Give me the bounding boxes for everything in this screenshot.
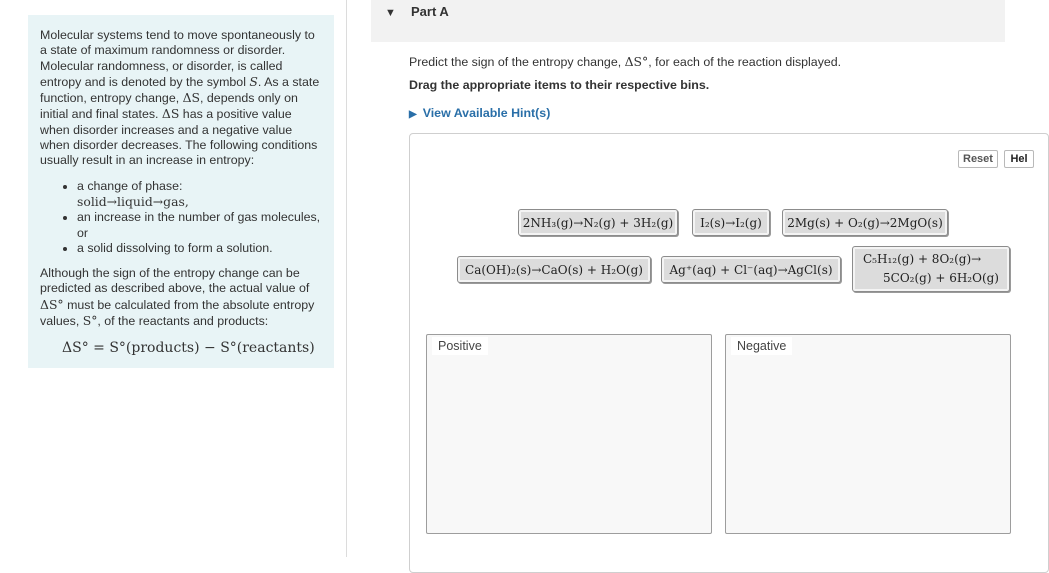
intro-text: . As a state function, entropy change,: [40, 74, 320, 106]
entropy-formula: ΔS° = S°(products) − S°(reactants): [62, 340, 315, 357]
draggable-item[interactable]: [518, 209, 678, 236]
phase-change-expression: solid→liquid→gas,: [77, 193, 189, 209]
intro-text: has a positive value when disorder increases and a negative value when disorder decreases. The following conditions usually result in an increase in entropy:: [40, 107, 318, 168]
s-standard-symbol: S°: [82, 313, 98, 329]
reaction-label: I₂(s)→I₂(g): [700, 215, 762, 230]
intro-paragraph-1: [40, 28, 322, 169]
help-button[interactable]: Hel: [1004, 150, 1034, 168]
reset-button[interactable]: Reset: [958, 150, 998, 168]
list-item: [77, 210, 322, 241]
intro-text: must be calculated from the absolute entropy values,: [40, 297, 315, 329]
bin-label: Negative: [731, 337, 792, 355]
part-title: Part A: [411, 4, 449, 19]
delta-s-symbol: ΔS: [161, 106, 180, 122]
intro-text: , of the reactants and products:: [97, 314, 269, 329]
panel-divider: [346, 0, 347, 557]
reaction-label: Ca(OH)₂(s)→CaO(s) + H₂O(g): [465, 262, 643, 277]
reaction-label: C₅H₁₂(g) + 8O₂(g)→: [863, 252, 982, 266]
reaction-label: Ag⁺(aq) + Cl⁻(aq)→AgCl(s): [669, 262, 833, 277]
entropy-symbol: S: [249, 73, 258, 89]
delta-s-symbol: ΔS: [182, 90, 201, 106]
bin-label: Positive: [432, 337, 488, 355]
collapse-triangle-icon[interactable]: ▼: [385, 7, 396, 19]
list-item: [77, 241, 322, 256]
draggable-item[interactable]: [457, 256, 651, 283]
reaction-label: 2Mg(s) + O₂(g)→2MgO(s): [787, 215, 943, 230]
part-a-header[interactable]: [371, 0, 1005, 42]
intro-paragraph-2: [40, 266, 322, 329]
negative-bin[interactable]: [725, 334, 1011, 534]
expand-triangle-icon: ▶: [409, 109, 417, 120]
drag-instruction: Drag the appropriate items to their respective bins.: [409, 78, 710, 92]
list-item-text: an increase in the number of gas molecules, or: [77, 210, 321, 240]
entropy-conditions-list: [40, 179, 322, 256]
hint-label: View Available Hint(s): [422, 106, 551, 120]
reaction-label: 2NH₃(g)→N₂(g) + 3H₂(g): [522, 215, 674, 230]
question-prompt: [409, 54, 841, 69]
delta-s-standard-symbol: ΔS°: [40, 296, 64, 312]
positive-bin[interactable]: [426, 334, 712, 534]
prompt-text: , for each of the reaction displayed.: [648, 55, 842, 69]
draggable-item[interactable]: [782, 209, 948, 236]
list-item-text: a solid dissolving to form a solution.: [77, 240, 273, 255]
draggable-item[interactable]: [692, 209, 770, 236]
prompt-text: Predict the sign of the entropy change,: [409, 55, 625, 69]
delta-s-standard-symbol: ΔS°: [624, 54, 649, 69]
list-item-text: a change of phase:: [77, 178, 183, 193]
intro-panel: [28, 15, 334, 368]
list-item: [77, 179, 322, 211]
intro-text: , depends only on initial and final states.: [40, 91, 298, 122]
draggable-item[interactable]: [852, 246, 1010, 292]
reaction-label: 5CO₂(g) + 6H₂O(g): [883, 271, 999, 285]
view-hints-link[interactable]: [409, 106, 550, 120]
draggable-item[interactable]: [661, 256, 841, 283]
intro-text: Although the sign of the entropy change can be predicted as described above, the actual value of: [40, 266, 310, 296]
intro-text: Molecular systems tend to move spontaneously to a state of maximum randomness or disorder. Molecular randomness, or disorder, is called entropy and is denoted by the symbol: [40, 28, 315, 89]
